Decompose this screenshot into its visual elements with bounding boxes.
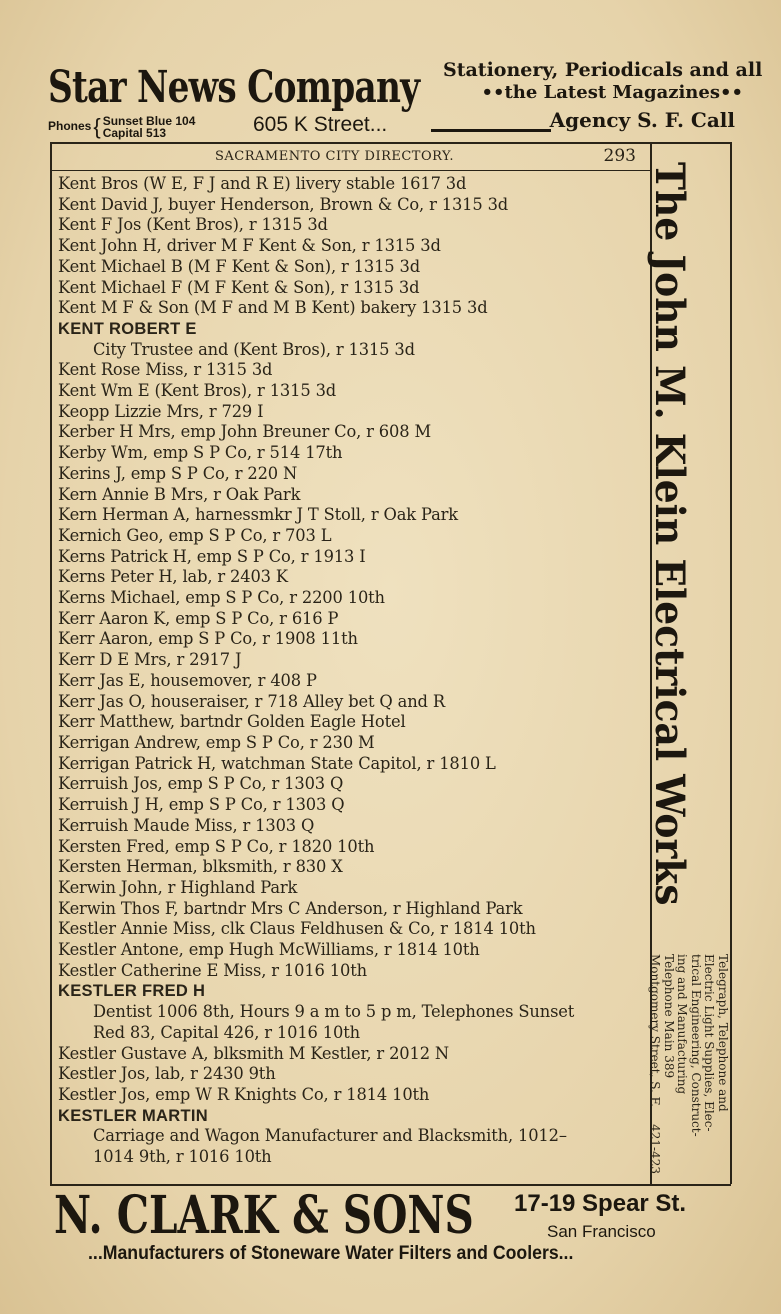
directory-entry: Kent Rose Miss, r 1315 3d	[58, 360, 273, 380]
header-advertisement	[48, 58, 763, 140]
directory-entry: Kestler Gustave A, blksmith M Kestler, r 2012 N	[58, 1043, 450, 1063]
directory-entry: Kerns Peter H, lab, r 2403 K	[58, 567, 288, 587]
directory-entry: Kent John H, driver M F Kent & Son, r 1315 3d	[58, 236, 441, 256]
frame-left-rule	[50, 142, 52, 1184]
directory-entry: Kerr Aaron, emp S P Co, r 1908 11th	[58, 629, 358, 649]
directory-entry: Kerr Matthew, bartndr Golden Eagle Hotel	[58, 712, 406, 732]
phone-1: Sunset Blue 104	[102, 114, 196, 128]
directory-entry: Kerins J, emp S P Co, r 220 N	[58, 463, 298, 483]
directory-title: SACRAMENTO CITY DIRECTORY.	[215, 149, 455, 164]
ad-line-1: Stationery, Periodicals and all	[443, 59, 763, 81]
footer-ad-city: San Francisco	[547, 1222, 656, 1241]
directory-entry: Kerber H Mrs, emp John Breuner Co, r 608 M	[58, 422, 431, 442]
directory-entry: Kerby Wm, emp S P Co, r 514 17th	[58, 443, 343, 463]
directory-entry: Kent Michael F (M F Kent & Son), r 1315 3d	[58, 277, 420, 297]
ad-phones	[48, 114, 195, 140]
directory-entry: Kerwin Thos F, bartndr Mrs C Anderson, r Highland Park	[58, 898, 523, 918]
directory-entry: Kerwin John, r Highland Park	[58, 877, 298, 897]
footer-ad-title: N. CLARK & SONS	[54, 1185, 474, 1246]
directory-entries	[58, 174, 652, 1168]
directory-entry: Kent Bros (W E, F J and R E) livery stable 1617 3d	[58, 174, 467, 193]
ad-right-column	[443, 58, 763, 132]
frame-top-rule	[50, 142, 731, 144]
side-ad-line-1: Telegraph, Telephone and	[716, 954, 730, 1112]
directory-entry: Kersten Herman, blksmith, r 830 X	[58, 857, 343, 877]
directory-entry: Kerruish Jos, emp S P Co, r 1303 Q	[58, 774, 344, 794]
ad-line-3: Agency S. F. Call	[549, 108, 735, 132]
side-ad-line-5: Telephone Main 389	[662, 954, 676, 1079]
directory-entry: Kent M F & Son (M F and M B Kent) bakery 1315 3d	[58, 298, 488, 318]
directory-entry: Kerr D E Mrs, r 2917 J	[58, 650, 242, 670]
directory-entry: Kernich Geo, emp S P Co, r 703 L	[58, 525, 332, 545]
entry-heading: KESTLER FRED H	[58, 982, 206, 1001]
ad-address: 605 K Street...	[253, 113, 388, 136]
directory-entry: Kern Annie B Mrs, r Oak Park	[58, 484, 301, 504]
frame-right-rule	[730, 142, 732, 1184]
directory-entry: Kerruish J H, emp S P Co, r 1303 Q	[58, 795, 345, 815]
directory-entry: Dentist 1006 8th, Hours 9 a m to 5 p m, Telephones Sunset	[93, 1002, 575, 1022]
directory-entry: Kersten Fred, emp S P Co, r 1820 10th	[58, 836, 375, 856]
entry-heading: KENT ROBERT E	[58, 319, 197, 338]
directory-entry: Kerns Michael, emp S P Co, r 2200 10th	[58, 588, 385, 608]
directory-entry: 1014 9th, r 1016 10th	[93, 1147, 272, 1167]
phones-label: Phones	[48, 119, 92, 134]
footer-ad-address: 17-19 Spear St.	[514, 1190, 687, 1217]
directory-entry: Kern Herman A, harnessmkr J T Stoll, r Oak Park	[58, 505, 458, 525]
ad-title: Star News Company	[48, 62, 420, 113]
side-ad-title: The John M. Klein Electrical Works	[646, 162, 693, 906]
side-ad-line-4: ing and Manufacturing	[675, 954, 690, 1095]
directory-entry: Kent David J, buyer Henderson, Brown & Co, r 1315 3d	[58, 194, 509, 214]
directory-entry: Kestler Jos, emp W R Knights Co, r 1814 10th	[58, 1084, 430, 1104]
side-ad-line-6	[648, 954, 662, 1174]
directory-entry: Kerrigan Patrick H, watchman State Capitol, r 1810 L	[58, 753, 496, 773]
side-ad-details	[648, 954, 729, 1174]
directory-entry: Kestler Catherine E Miss, r 1016 10th	[58, 960, 367, 980]
entry-heading: KESTLER MARTIN	[58, 1106, 208, 1125]
phone-numbers	[103, 115, 196, 139]
side-ad-line-2: Electric Light Supplies, Elec-	[702, 954, 717, 1132]
directory-entry: Carriage and Wagon Manufacturer and Blacksmith, 1012–	[93, 1126, 567, 1146]
ad-line-2: ••the Latest Magazines••	[481, 82, 743, 103]
brace-icon: {	[93, 114, 101, 139]
directory-entry: Kestler Antone, emp Hugh McWilliams, r 1814 10th	[58, 940, 480, 960]
directory-entry: Kerr Aaron K, emp S P Co, r 616 P	[58, 608, 339, 628]
side-ad-line-3: trical Engineering, Construct-	[689, 954, 703, 1137]
side-ad-number: 421-423	[648, 1124, 663, 1174]
directory-entry: Kent Michael B (M F Kent & Son), r 1315 3d	[58, 256, 421, 276]
directory-entry: Kestler Jos, lab, r 2430 9th	[58, 1064, 276, 1084]
page-number: 293	[603, 146, 636, 166]
phone-2: Capital 513	[102, 126, 167, 140]
footer-advertisement	[52, 1186, 742, 1266]
directory-entry: Keopp Lizzie Mrs, r 729 I	[58, 401, 264, 421]
directory-entry: Red 83, Capital 426, r 1016 10th	[93, 1022, 360, 1042]
directory-entry: Kerr Jas O, houseraiser, r 718 Alley bet Q and R	[58, 691, 445, 711]
side-ad-street: Montgomery Street, S. F.	[648, 954, 663, 1107]
directory-entry: Kerruish Maude Miss, r 1303 Q	[58, 815, 315, 835]
ad-rule	[431, 129, 551, 132]
footer-ad-tagline: ...Manufacturers of Stoneware Water Filters and Coolers...	[88, 1243, 574, 1264]
directory-entry: Kent Wm E (Kent Bros), r 1315 3d	[58, 381, 337, 401]
directory-entry: City Trustee and (Kent Bros), r 1315 3d	[93, 339, 415, 359]
directory-entry: Kent F Jos (Kent Bros), r 1315 3d	[58, 215, 328, 235]
running-head	[52, 146, 650, 171]
directory-entry: Kestler Annie Miss, clk Claus Feldhusen & Co, r 1814 10th	[58, 919, 536, 939]
directory-entry: Kerr Jas E, housemover, r 408 P	[58, 670, 317, 690]
directory-entry: Kerrigan Andrew, emp S P Co, r 230 M	[58, 732, 375, 752]
directory-entry: Kerns Patrick H, emp S P Co, r 1913 I	[58, 546, 366, 566]
